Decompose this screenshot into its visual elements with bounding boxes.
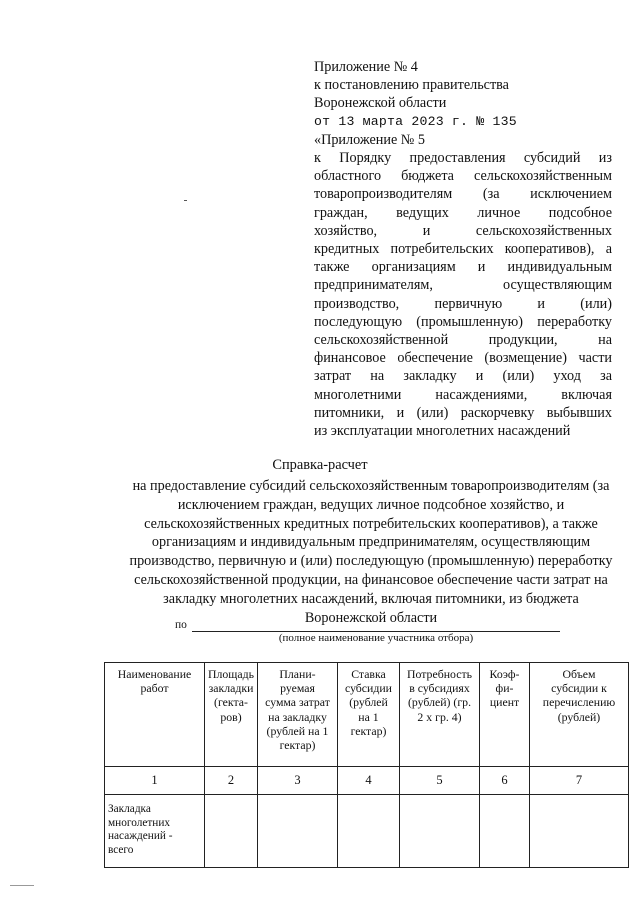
appendix-text-line: к Порядку предоставления субсидий из — [314, 150, 612, 167]
column-number: 4 — [338, 767, 400, 795]
header-text: в субсидиях — [409, 681, 470, 696]
column-number: 7 — [530, 767, 629, 795]
subtitle-line: организациям и индивидуальным предпринимателям, осуществляющим — [151, 534, 591, 551]
appendix-text-line: питомники, и (или) раскорчевку выбывших — [314, 404, 612, 421]
header-text: перечислению — [542, 695, 616, 710]
participant-field-hint: (полное наименование участника отбора) — [278, 632, 474, 644]
header-text: (гекта- — [214, 695, 248, 710]
column-number: 3 — [258, 767, 338, 795]
subtitle-line: сельскохозяйственной продукции, на финансовое обеспечение части затрат на — [134, 571, 608, 588]
header-text: сумма затрат — [265, 695, 330, 710]
header-text: Площадь — [207, 667, 254, 681]
appendix-text-line: кредитных потребительских кооперативов), а — [314, 241, 612, 258]
header-text: субсидии — [344, 681, 392, 696]
table-cell-subsidy-rate[interactable] — [338, 795, 400, 868]
header-text: на 1 — [358, 709, 379, 724]
table-cell-transfer-amount[interactable] — [530, 795, 629, 868]
header-text: (рублей на 1 — [266, 723, 329, 738]
header-text: ров) — [220, 709, 242, 724]
appendix-date: от 13 марта 2023 г. № 135 — [314, 113, 517, 129]
document-title: Справка-расчет — [272, 457, 368, 473]
appendix-region: Воронежской области — [314, 95, 447, 112]
header-text: Ставка — [351, 667, 386, 681]
appendix-text-line: сельскохозяйственной продукции, на — [314, 332, 612, 349]
scan-mark — [184, 200, 187, 201]
header-text: работ — [140, 681, 169, 696]
header-cell-subsidy-need — [400, 663, 480, 767]
header-cell-subsidy-rate — [338, 663, 400, 767]
appendix-inner-number: «Приложение № 5 — [314, 131, 425, 148]
appendix-text-line: граждан, ведущих личное подсобное — [314, 204, 612, 221]
appendix-header — [314, 58, 612, 440]
subtitle-line: производство, первичную и (или) последующую (промышленную) переработку — [129, 553, 613, 570]
table-cell-planned-cost[interactable] — [258, 795, 338, 868]
table-cell-subsidy-need[interactable] — [400, 795, 480, 868]
scan-mark — [10, 885, 34, 886]
header-cell-work-name — [105, 663, 205, 767]
row-label-text: многолетних — [108, 816, 171, 829]
header-cell-transfer-amount — [530, 663, 629, 767]
header-text: (рублей) (гр. — [407, 695, 472, 710]
appendix-number: Приложение № 4 — [314, 59, 418, 75]
appendix-text-line: затрат на закладку и (или) уход за — [314, 368, 612, 385]
column-number-row — [105, 767, 629, 795]
header-text: (рублей) — [557, 709, 601, 724]
header-cell-area — [205, 663, 258, 767]
header-text: на закладку — [268, 709, 327, 724]
appendix-resolution: к постановлению правительства — [314, 77, 509, 94]
appendix-text-line: многолетними насаждениями, включая — [314, 386, 612, 403]
appendix-text-line: областного бюджета сельскохозяйственным — [314, 168, 612, 185]
column-number: 2 — [205, 767, 258, 795]
header-text: (рублей — [349, 695, 388, 710]
column-number: 5 — [400, 767, 480, 795]
table-cell-coefficient[interactable] — [480, 795, 530, 868]
appendix-text-line: товаропроизводителям (за исключением — [314, 186, 612, 203]
header-text: Коэф- — [489, 667, 520, 681]
appendix-text-line: финансовое обеспечение (возмещение) части — [314, 350, 612, 367]
header-text: руемая — [280, 681, 315, 696]
subtitle-line: на предоставление субсидий сельскохозяйственным товаропроизводителям (за — [132, 478, 610, 494]
header-text: Плани- — [279, 667, 316, 681]
header-text: 2 х гр. 4) — [417, 709, 462, 724]
document-subtitle — [108, 477, 634, 627]
subtitle-line: исключением граждан, ведущих личное подсобное хозяйство, и — [177, 496, 565, 513]
subtitle-line: сельскохозяйственных кредитных потребительских кооперативов), а также — [144, 515, 598, 532]
appendix-text-line: последующую (промышленную) переработку — [314, 313, 612, 330]
appendix-text-line: также организациям и индивидуальным — [314, 259, 612, 276]
header-text: фи- — [495, 681, 514, 696]
table-header-row — [105, 663, 629, 767]
column-number: 6 — [480, 767, 530, 795]
calculation-table — [104, 662, 629, 868]
row-label-text: Закладка — [108, 803, 151, 815]
row-label-text: всего — [108, 843, 134, 856]
participant-label: по — [175, 619, 187, 631]
header-text: Потребность — [407, 667, 472, 681]
appendix-text-line: хозяйство, и сельскохозяйственных — [314, 222, 612, 239]
table-cell-area[interactable] — [205, 795, 258, 868]
header-text: Наименование — [117, 667, 192, 681]
header-text: Объем — [562, 667, 596, 681]
subtitle-line: закладку многолетних насаждений, включая питомники, из бюджета — [163, 590, 579, 607]
header-text: гектар) — [350, 723, 387, 738]
appendix-text-line: предпринимателям, осуществляющим — [314, 277, 612, 294]
row-label-planting-total — [105, 795, 205, 868]
header-cell-planned-cost — [258, 663, 338, 767]
appendix-text-line: производство, первичную и (или) — [314, 295, 612, 312]
header-text: циент — [489, 695, 520, 710]
row-label-text: насаждений - — [108, 830, 173, 842]
appendix-text-line: из эксплуатации многолетних насаждений — [314, 423, 571, 440]
subtitle-line: Воронежской области — [304, 609, 438, 626]
header-text: гектар) — [279, 738, 316, 753]
column-number: 1 — [105, 767, 205, 795]
header-text: закладки — [208, 681, 254, 696]
header-text: субсидии к — [551, 681, 607, 696]
header-cell-coefficient — [480, 663, 530, 767]
table-row — [105, 795, 629, 868]
